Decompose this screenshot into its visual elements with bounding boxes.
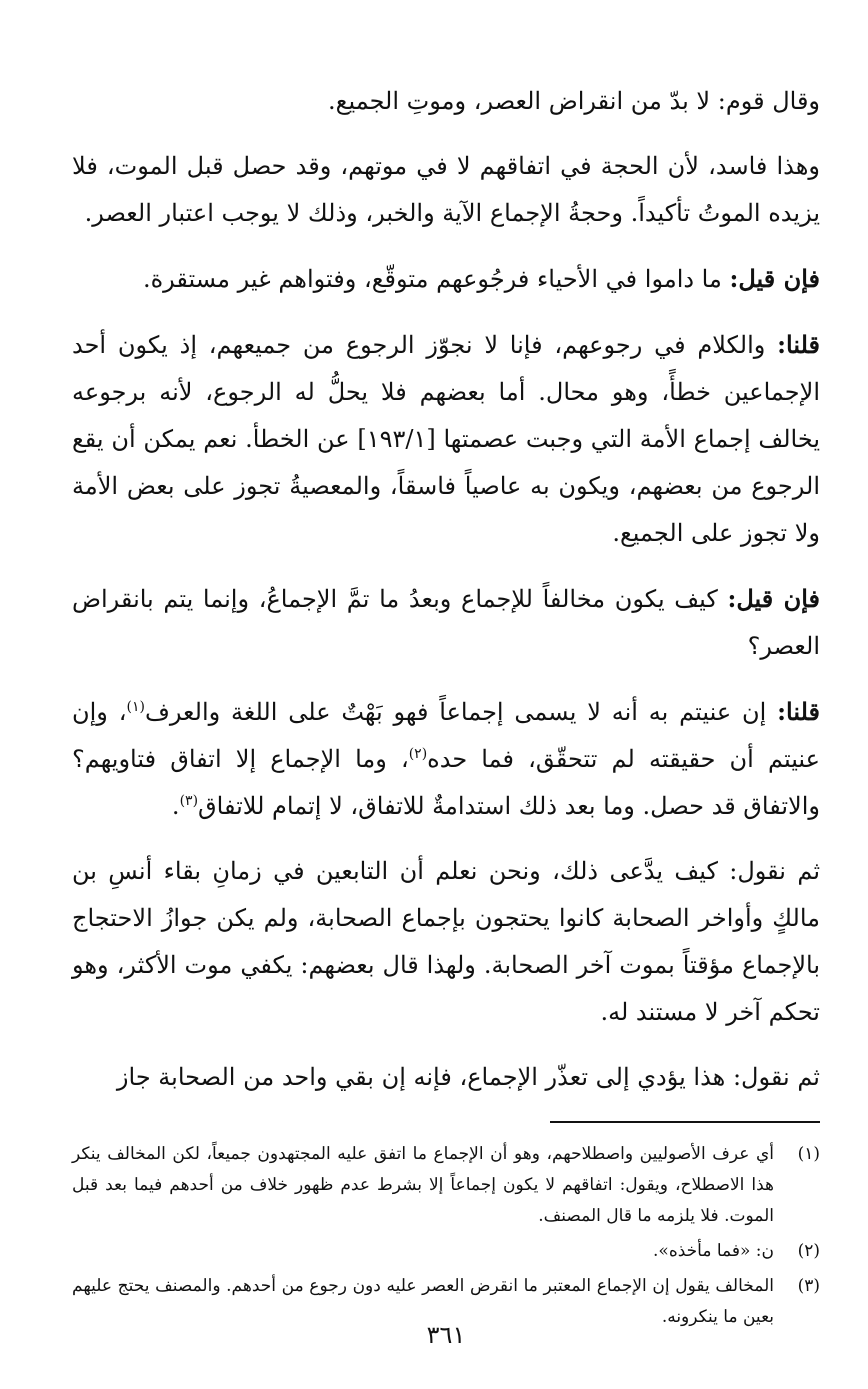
footnote-text: أي عرف الأصوليين واصطلاحهم، وهو أن الإجماع ما اتفق عليه المجتهدون جميعاً، لكن المخالف ينكر هذا الاصطلاح، ويقول: اتفاقهم لا يكون إجماعاً إلا بشرط عدم ظهور خلاف من أحدهم فيما بعد قبل الموت. فلا يلزمه ما قال المصنف. [72, 1144, 774, 1226]
paragraph-text: وهذا فاسد، لأن الحجة في اتفاقهم لا في موتهم، وقد حصل قبل الموت، فلا يزيده الموتُ تأكيداً. وحجةُ الإجماع الآية والخبر، وذلك لا يوجب اعتبار العصر. [72, 152, 820, 227]
paragraph-text: ثم نقول: كيف يدَّعى ذلك، ونحن نعلم أن التابعين في زمانِ بقاء أنسِ بن مالكٍ وأواخر الصحابة كانوا يحتجون بإجماع الصحابة، ولم يكن جوازُ الاحتجاج بالإجماع مؤقتاً بموت آخر الصحابة. ولهذا قال بعضهم: يكفي موت الأكثر، وهو تحكم آخر لا مستند له. [72, 857, 821, 1026]
paragraph [72, 1054, 820, 1101]
paragraph [72, 688, 820, 830]
footnote-text: ن: «فما مأخذه». [653, 1241, 774, 1261]
paragraph [72, 143, 820, 237]
paragraph [72, 575, 820, 670]
paragraph-text: ما داموا في الأحياء فرجُوعهم متوقّع، وفتواهم غير مستقرة. [142, 265, 730, 293]
book-page [72, 78, 820, 1349]
paragraph-text: ثم نقول: هذا يؤدي إلى تعذّر الإجماع، فإنه إن بقي واحد من الصحابة جاز [116, 1063, 820, 1091]
paragraph-lead: قلنا: [777, 330, 820, 359]
paragraph [72, 321, 820, 557]
paragraph [72, 78, 820, 125]
main-text [72, 78, 820, 1101]
footnote-number: (٢) [797, 1241, 820, 1261]
footnote [72, 1139, 820, 1232]
footnote-number: (٣) [797, 1276, 820, 1296]
paragraph-text: ، وإن عنيتم أن حقيقته لم تتحقّق، فما حده [72, 698, 820, 773]
paragraph-text: وقال قوم: لا بدّ من انقراض العصر، وموتِ الجميع. [328, 87, 820, 115]
footnote-ref[interactable]: (١) [126, 699, 145, 715]
page-number: ٣٦١ [426, 1321, 466, 1349]
footnote [72, 1236, 820, 1267]
paragraph-text: والكلام في رجوعهم، فإنا لا نجوّز الرجوع من جميعهم، إذ يكون أحد الإجماعين خطأً، وهو محال. أما بعضهم فلا يحلُّ له الرجوع، لأنه برجوعه يخالف إجماع الأمة التي وجبت عصمتها [١٩٣/١] عن الخطأ. نعم يمكن أن يقع الرجوع من بعضهم، ويكون به عاصياً فاسقاً، والمعصيةُ تجوز على بعض الأمة ولا تجوز على الجميع. [72, 331, 820, 547]
footnote-ref[interactable]: (٣) [179, 793, 199, 809]
paragraph-lead: فإن قيل: [729, 264, 820, 293]
footnote-separator [550, 1121, 820, 1123]
paragraph [72, 848, 820, 1036]
paragraph-text: إن عنيتم به أنه لا يسمى إجماعاً فهو بَهْتٌ على اللغة والعرف [144, 698, 778, 726]
footnote-text: المخالف يقول إن الإجماع المعتبر ما انقرض العصر عليه دون رجوع من أحدهم. والمصنف يحتج عليهم بعين ما ينكرونه. [72, 1276, 774, 1327]
footnote-ref[interactable]: (٢) [408, 746, 428, 762]
paragraph-text: ، وما الإجماع إلا اتفاق فتاويهم؟ والاتفاق قد حصل. وما بعد ذلك استدامةٌ للاتفاق، لا إتمام للاتفاق [72, 745, 820, 820]
paragraph-text: كيف يكون مخالفاً للإجماع وبعدُ ما تمَّ الإجماعُ، وإنما يتم بانقراض العصر؟ [72, 585, 820, 660]
paragraph-lead: قلنا: [777, 697, 820, 726]
paragraph [72, 255, 820, 303]
paragraph-text: . [171, 792, 180, 820]
footnotes [72, 1139, 820, 1333]
footnote-number: (١) [797, 1144, 820, 1164]
paragraph-lead: فإن قيل: [727, 584, 821, 613]
